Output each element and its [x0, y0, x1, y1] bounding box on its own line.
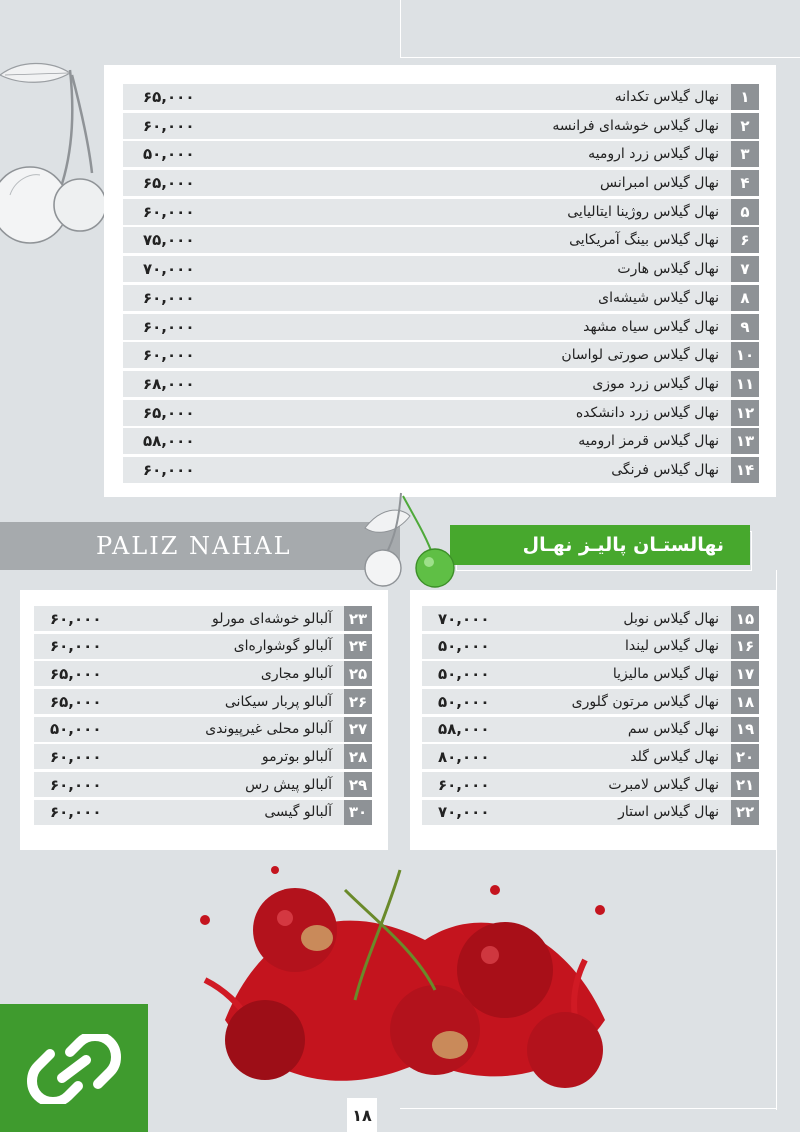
price-row [123, 199, 759, 225]
price-row [123, 113, 759, 139]
row-number: ۱۳ [731, 428, 759, 454]
product-name: آلبالو بوترمو [261, 748, 332, 765]
row-number: ۲۶ [344, 689, 372, 714]
price-row [422, 772, 759, 797]
product-price: ۵۸,۰۰۰ [143, 432, 195, 451]
product-price: ۶۰,۰۰۰ [50, 775, 102, 794]
price-row [422, 634, 759, 659]
price-row [34, 689, 372, 714]
product-name: نهال گیلاس هارت [617, 261, 719, 278]
product-price: ۶۰,۰۰۰ [143, 202, 195, 221]
product-price: ۵۰,۰۰۰ [50, 720, 102, 739]
product-price: ۶۰,۰۰۰ [143, 317, 195, 336]
product-price: ۵۰,۰۰۰ [438, 637, 490, 656]
price-row [123, 371, 759, 397]
row-number: ۲۸ [344, 744, 372, 769]
row-number: ۱۶ [731, 634, 759, 659]
row-number: ۲۹ [344, 772, 372, 797]
product-name: نهال گیلاس امبرانس [600, 175, 719, 192]
row-number: ۲ [731, 113, 759, 139]
product-price: ۷۰,۰۰۰ [143, 260, 195, 279]
price-list-right [410, 590, 776, 850]
product-price: ۷۰,۰۰۰ [438, 803, 490, 822]
row-number: ۲۴ [344, 634, 372, 659]
cherry-pair-icon [355, 488, 460, 588]
price-row [123, 400, 759, 426]
product-name: نهال گیلاس لامبرت [608, 776, 719, 793]
product-price: ۶۰,۰۰۰ [50, 637, 102, 656]
row-number: ۲۰ [731, 744, 759, 769]
product-name: نهال گیلاس روژینا ایتالیایی [567, 203, 719, 220]
price-row [123, 141, 759, 167]
product-name: نهال گیلاس مرتون گلوری [571, 693, 719, 710]
section-title: نهالستـان پالیـز نهـال [450, 525, 750, 565]
row-number: ۷ [731, 256, 759, 282]
row-number: ۱۴ [731, 457, 759, 483]
product-price: ۶۰,۰۰۰ [50, 609, 102, 628]
product-name: نهال گیلاس شیشه‌ای [598, 289, 719, 306]
price-row [34, 772, 372, 797]
row-number: ۲۷ [344, 717, 372, 742]
brand-name: PALIZ NAHAL [96, 532, 292, 560]
row-number: ۲۳ [344, 606, 372, 631]
product-price: ۶۰,۰۰۰ [143, 116, 195, 135]
row-number: ۲۵ [344, 661, 372, 686]
product-price: ۶۵,۰۰۰ [50, 664, 102, 683]
price-row [34, 717, 372, 742]
row-number: ۱۰ [731, 342, 759, 368]
price-row [34, 634, 372, 659]
product-price: ۸۰,۰۰۰ [438, 747, 490, 766]
price-row [422, 661, 759, 686]
price-row [422, 606, 759, 631]
row-number: ۱۷ [731, 661, 759, 686]
product-price: ۶۵,۰۰۰ [143, 88, 195, 106]
frame-line [400, 57, 800, 58]
product-name: آلبالو خوشه‌ای مورلو [211, 610, 332, 627]
product-name: آلبالو گوشواره‌ای [233, 638, 332, 655]
product-price: ۶۰,۰۰۰ [143, 288, 195, 307]
product-price: ۷۰,۰۰۰ [438, 609, 490, 628]
product-price: ۶۵,۰۰۰ [143, 174, 195, 193]
product-price: ۶۰,۰۰۰ [143, 346, 195, 365]
product-name: آلبالو پیش رس [245, 776, 332, 793]
price-list-top [104, 65, 776, 497]
product-name: آلبالو محلی غیرپیوندی [205, 721, 332, 738]
product-price: ۵۰,۰۰۰ [438, 664, 490, 683]
row-number: ۹ [731, 314, 759, 340]
row-number: ۲۱ [731, 772, 759, 797]
product-name: نهال گیلاس لیندا [625, 638, 719, 655]
product-name: نهال گیلاس بینگ آمریکایی [569, 232, 719, 249]
product-price: ۶۰,۰۰۰ [143, 460, 195, 479]
product-name: نهال گیلاس مالیزیا [612, 665, 719, 682]
row-number: ۲۲ [731, 800, 759, 825]
row-number: ۱ [731, 84, 759, 110]
row-number: ۴ [731, 170, 759, 196]
price-row [123, 428, 759, 454]
product-price: ۵۰,۰۰۰ [143, 145, 195, 164]
product-name: آلبالو مجاری [260, 665, 332, 682]
product-price: ۵۸,۰۰۰ [438, 720, 490, 739]
chain-link-icon [26, 1034, 122, 1104]
row-number: ۱۵ [731, 606, 759, 631]
frame-line [776, 570, 777, 1110]
product-name: نهال گیلاس سم [627, 721, 719, 738]
price-row [123, 457, 759, 483]
product-name: نهال گیلاس سیاه مشهد [583, 318, 719, 335]
price-row [123, 285, 759, 311]
row-number: ۵ [731, 199, 759, 225]
product-name: نهال گیلاس زرد ارومیه [588, 146, 719, 163]
price-row [422, 744, 759, 769]
row-number: ۳ [731, 141, 759, 167]
product-name: نهال گیلاس صورتی لواسان [561, 347, 719, 364]
product-name: آلبالو پربار سیکانی [224, 693, 332, 710]
price-row [422, 717, 759, 742]
cherry-sketch-icon [0, 55, 110, 265]
product-name: نهال گیلاس زرد دانشکده [575, 404, 719, 421]
row-number: ۳۰ [344, 800, 372, 825]
product-name: نهال گیلاس خوشه‌ای فرانسه [552, 117, 719, 134]
product-name: نهال گیلاس فرنگی [611, 461, 719, 478]
price-row [34, 661, 372, 686]
corner-block [0, 1004, 148, 1132]
product-price: ۵۰,۰۰۰ [438, 692, 490, 711]
product-name: نهال گیلاس زرد موزی [592, 375, 719, 392]
price-row [123, 314, 759, 340]
product-price: ۶۰,۰۰۰ [438, 775, 490, 794]
product-name: نهال گیلاس استار [618, 804, 719, 821]
product-price: ۶۰,۰۰۰ [50, 803, 102, 822]
product-name: آلبالو گیسی [264, 804, 332, 821]
row-number: ۶ [731, 227, 759, 253]
price-row [34, 744, 372, 769]
price-row [123, 256, 759, 282]
product-name: نهال گیلاس قرمز ارومیه [578, 433, 719, 450]
price-row [422, 689, 759, 714]
product-name: نهال گیلاس نوبل [623, 610, 719, 627]
price-row [123, 227, 759, 253]
cherry-splash-illustration [185, 860, 615, 1110]
price-row [422, 800, 759, 825]
row-number: ۱۸ [731, 689, 759, 714]
price-row [123, 84, 759, 110]
product-name: نهال گیلاس تکدانه [614, 89, 719, 105]
product-price: ۶۸,۰۰۰ [143, 374, 195, 393]
price-row [123, 342, 759, 368]
product-price: ۶۵,۰۰۰ [50, 692, 102, 711]
product-price: ۶۵,۰۰۰ [143, 403, 195, 422]
price-row [34, 800, 372, 825]
page-number: ۱۸ [347, 1098, 377, 1132]
row-number: ۱۱ [731, 371, 759, 397]
row-number: ۸ [731, 285, 759, 311]
frame-line [400, 0, 401, 58]
product-name: نهال گیلاس گلد [630, 748, 719, 765]
product-price: ۷۵,۰۰۰ [143, 231, 195, 250]
row-number: ۱۲ [731, 400, 759, 426]
price-row [123, 170, 759, 196]
band-left [0, 522, 400, 570]
price-list-left [20, 590, 388, 850]
price-row [34, 606, 372, 631]
row-number: ۱۹ [731, 717, 759, 742]
product-price: ۶۰,۰۰۰ [50, 747, 102, 766]
